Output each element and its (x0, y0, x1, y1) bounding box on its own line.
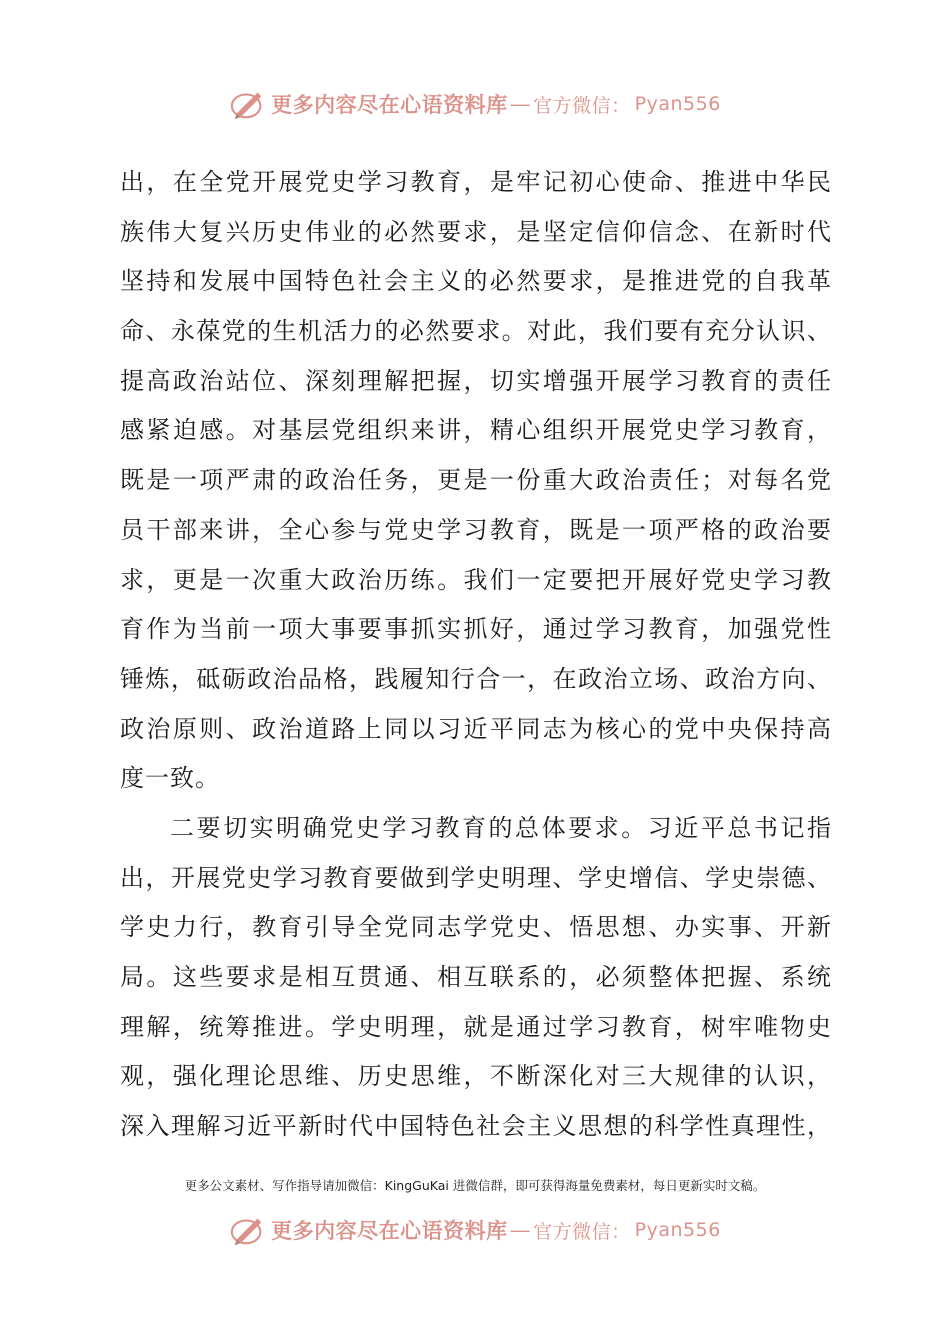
paragraph-1 (120, 158, 832, 804)
footer-note: 更多公文素材、写作指导请加微信：KingGuKai 进微信群，即可获得海量免费素材，每日更新实时文稿。 (184, 1178, 766, 1193)
text-line: 提高政治站位、深刻理解把握，切实增强开展学习教育的责任 (120, 366, 832, 395)
watermark-official: 官方微信： (533, 1220, 631, 1243)
text-line: 出，开展党史学习教育要做到学史明理、学史增信、学史崇德、 (120, 863, 832, 892)
text-line: 学史力行，教育引导全党同志学党史、悟思想、办实事、开新 (120, 913, 832, 942)
paragraph-2 (120, 804, 832, 1152)
text-line: 求，更是一次重大政治历练。我们一定要把开展好党史学习教 (120, 565, 832, 594)
text-line: 深入理解习近平新时代中国特色社会主义思想的科学性真理性， (120, 1112, 832, 1141)
watermark-brand: 更多内容尽在心语资料库 (271, 1218, 508, 1243)
text-line: 政治原则、政治道路上同以习近平同志为核心的党中央保持高 (120, 714, 832, 743)
watermark-account: Pyan556 (634, 1219, 721, 1241)
text-line: 感紧迫感。对基层党组织来讲，精心组织开展党史学习教育， (120, 416, 832, 445)
footer-watermark (0, 1210, 950, 1250)
watermark-separator: — (509, 92, 532, 116)
pen-logo-icon (229, 85, 267, 123)
watermark-brand: 更多内容尽在心语资料库 (271, 92, 508, 117)
watermark-official: 官方微信： (533, 94, 631, 117)
watermark-account: Pyan556 (634, 93, 721, 115)
text-line: 度一致。 (120, 764, 220, 793)
watermark-separator: — (509, 1218, 532, 1242)
text-line: 命、永葆党的生机活力的必然要求。对此，我们要有充分认识、 (120, 317, 832, 346)
text-line: 锤炼，砥砺政治品格，践履知行合一，在政治立场、政治方向、 (120, 664, 832, 693)
text-line: 既是一项严肃的政治任务，更是一份重大政治责任；对每名党 (120, 466, 832, 495)
text-line: 坚持和发展中国特色社会主义的必然要求，是推进党的自我革 (120, 267, 832, 296)
text-line: 族伟大复兴历史伟业的必然要求，是坚定信仰信念、在新时代 (120, 217, 832, 246)
text-line: 育作为当前一项大事要事抓实抓好，通过学习教育，加强党性 (120, 615, 832, 644)
text-line: 员干部来讲，全心参与党史学习教育，既是一项严格的政治要 (120, 515, 832, 544)
text-line: 二要切实明确党史学习教育的总体要求。习近平总书记指 (170, 813, 832, 842)
text-line: 理解，统筹推进。学史明理，就是通过学习教育，树牢唯物史 (120, 1012, 832, 1041)
header-watermark (0, 84, 950, 124)
text-line: 观，强化理论思维、历史思维，不断深化对三大规律的认识， (120, 1062, 832, 1091)
text-line: 局。这些要求是相互贯通、相互联系的，必须整体把握、系统 (120, 963, 832, 991)
document-body (120, 158, 832, 1152)
text-line: 出，在全党开展党史学习教育，是牢记初心使命、推进中华民 (120, 168, 832, 196)
pen-logo-icon (229, 1211, 267, 1249)
